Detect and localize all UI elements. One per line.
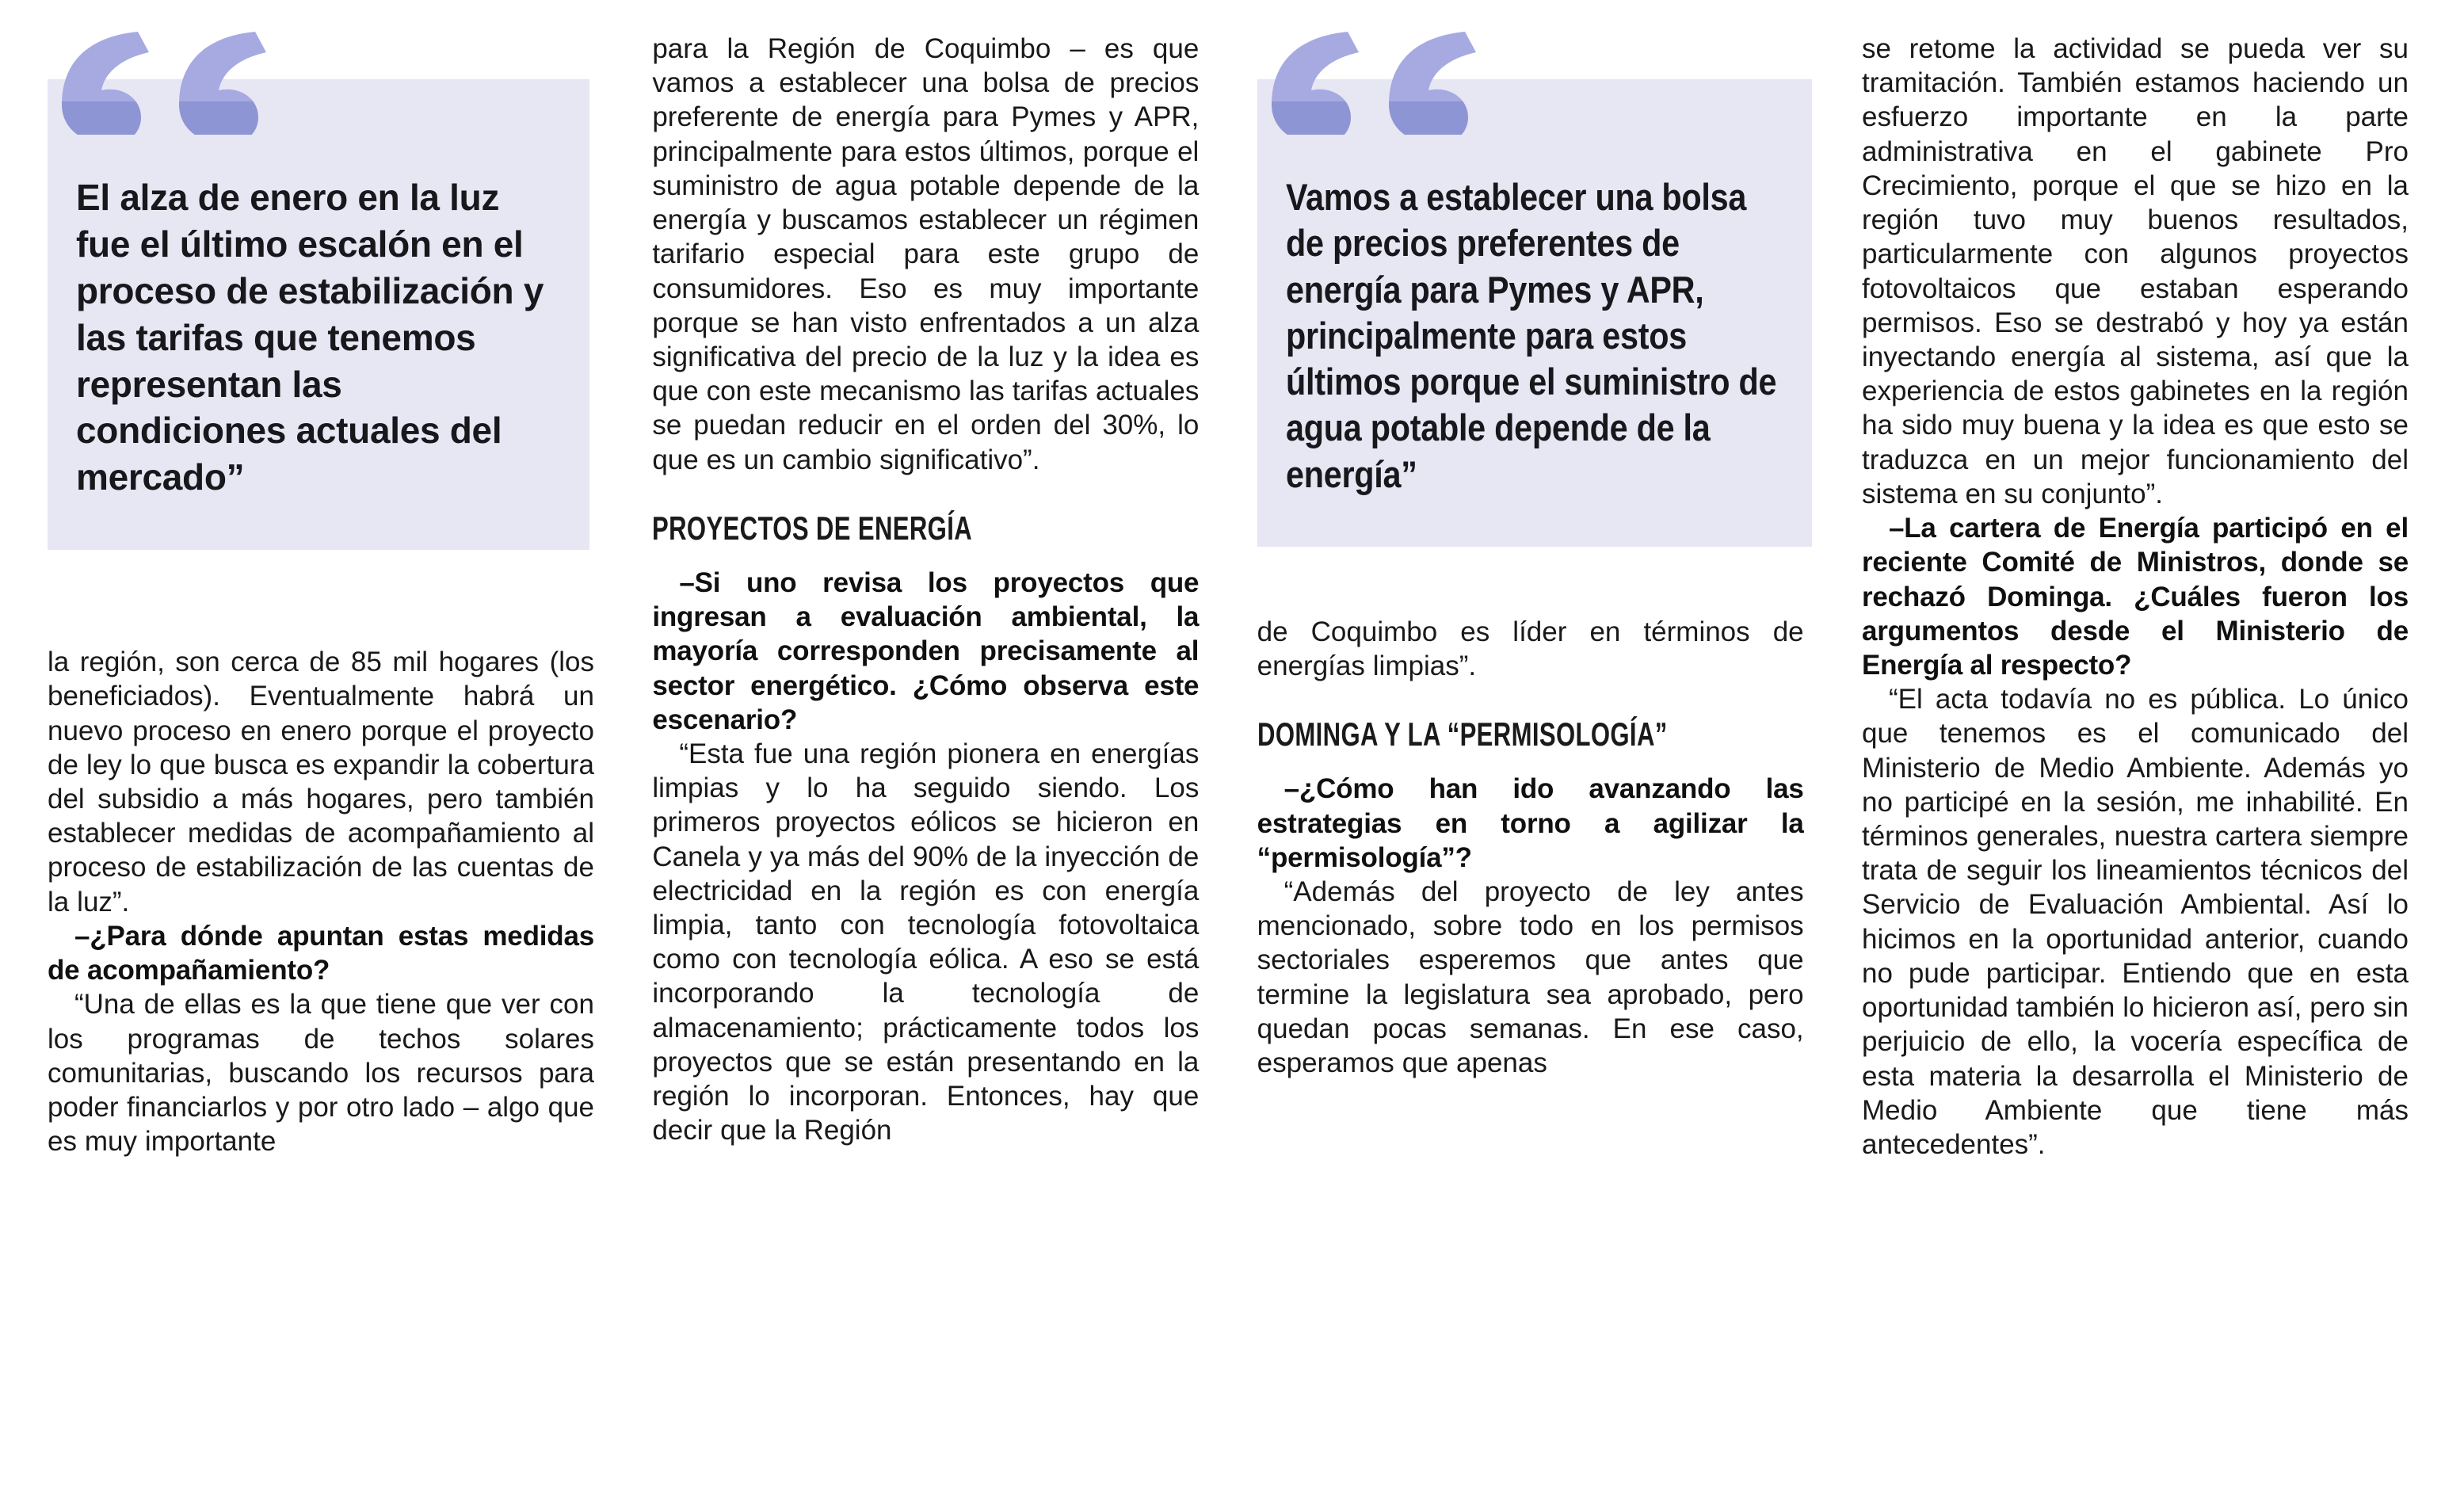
paragraph: “Esta fue una región pionera en energías limpias y lo ha seguido siendo. Los primeros proyectos eólicos se hicieron en Canela y ya más del 90% de la inyección de electricidad en la región es con energía limpia, tanto con tecnología fotovoltaica como con tecnología eólica. A eso se está incorporando la tecnología de almacenamiento; prácticamente todos los proyectos que se están presentando en la región lo incorporan. Entonces, hay que decir que la Región <box>652 738 1200 1146</box>
paragraph: “Una de ellas es la que tiene que ver con los programas de techos solares comunitarias, buscando los recursos para poder financiarlos y por otro lado – algo que es muy importante <box>48 989 594 1158</box>
article-column-2 <box>652 32 1199 1491</box>
interview-question: –¿Cómo han ido avanzando las estrategias en torno a agilizar la “permisología”? <box>1257 773 1804 873</box>
paragraph: “Además del proyecto de ley antes mencionado, sobre todo en los permisos sectoriales esperemos que antes que termine la legislatura sea aprobado, pero quedan pocas semanas. En ese caso, esperamos que apenas <box>1257 876 1804 1079</box>
column-3-spacer <box>1257 547 1804 615</box>
pull-quote-2-text: Vamos a establecer una bolsa de precios preferentes de energía para Pymes y APR, principalmente para estos últimos porque el suministro de agua potable depende de la energía” <box>1285 176 1776 495</box>
interview-question: –La cartera de Energía participó en el reciente Comité de Ministros, donde se rechazó Dominga. ¿Cuáles fueron los argumentos desde el Ministerio de Energía al respecto? <box>1861 513 2409 681</box>
pull-quote-1 <box>48 32 594 550</box>
article-column-1 <box>48 32 594 1491</box>
section-heading-proyectos-de-energia: PROYECTOS DE ENERGÍA <box>652 509 973 547</box>
interview-question: –Si uno revisa los proyectos que ingresan a evaluación ambiental, la mayoría corresponden precisamente al sector energético. ¿Cómo observa este escenario? <box>652 567 1200 735</box>
article-column-4 <box>1862 32 2409 1491</box>
pull-quote-1-box <box>48 79 589 550</box>
open-quotation-mark-icon <box>48 32 594 125</box>
paragraph: para la Región de Coquimbo – es que vamos a establecer una bolsa de precios preferente de energía para Pymes y APR, principalmente para estos últimos, porque el suministro de agua potable depende de la energía y buscamos establecer un régimen tarifario especial para este grupo de consumidores. Eso es muy importante porque se han visto enfrentados a un alza significativa del precio de la luz y la idea es que con este mecanismo las tarifas actuales se puedan reducir en el orden del 30%, lo que es un cambio significativo”. <box>652 33 1200 475</box>
pull-quote-2-box <box>1257 79 1812 547</box>
paragraph: se retome la actividad se pueda ver su tramitación. También estamos haciendo un esfuerzo importante en la parte administrativa en el gabinete Pro Crecimiento, porque el que se hizo en la región tuvo muy buenos resultados, particularmente con algunos proyectos fotovoltaicos que estaban esperando permisos. Eso se destrabó y hoy ya están inyectando energía al sistema, así que la experiencia de estos gabinetes en la región ha sido muy buena y la idea es que esto se traduzca en un mejor funcionamiento del sistema en su conjunto”. <box>1861 33 2409 509</box>
paragraph: “El acta todavía no es pública. Lo único que tenemos es el comunicado del Ministerio de Medio Ambiente. Además yo no participé en la sesión, me inhabilité. En términos generales, nuestra cartera siempre trata de seguir los lineamientos técnicos del Servicio de Evaluación Ambiental. Así lo hicimos en la oportunidad anterior, cuando no pude participar. Entiendo que en esta oportunidad también lo hicieron así, pero sin perjuicio de ello, la vocería específica de esta materia la desarrolla el Ministerio de Medio Ambiente que tiene más antecedentes”. <box>1861 684 2409 1160</box>
interview-question: –¿Para dónde apuntan estas medidas de acompañamiento? <box>48 920 594 986</box>
open-quotation-mark-icon <box>1257 32 1804 125</box>
paragraph: la región, son cerca de 85 mil hogares (los beneficiados). Eventualmente habrá un nuevo proceso en enero porque el proyecto de ley lo que busca es expandir la cobertura del subsidio a más hogares, pero también establecer medidas de acompañamiento al proceso de estabilización de las cuentas de la luz”. <box>48 647 594 918</box>
paragraph: de Coquimbo es líder en términos de energías limpias”. <box>1257 616 1804 682</box>
column-1-spacer <box>48 550 594 645</box>
article-column-3 <box>1257 32 1804 1491</box>
section-heading-dominga-permisologia: DOMINGA Y LA “PERMISOLOGÍA” <box>1257 715 1668 754</box>
pull-quote-2 <box>1257 32 1804 547</box>
pull-quote-1-text: El alza de enero en la luz fue el último escalón en el proceso de estabilización y las tarifas que tenemos representan las condiciones actuales del mercado” <box>76 177 544 498</box>
